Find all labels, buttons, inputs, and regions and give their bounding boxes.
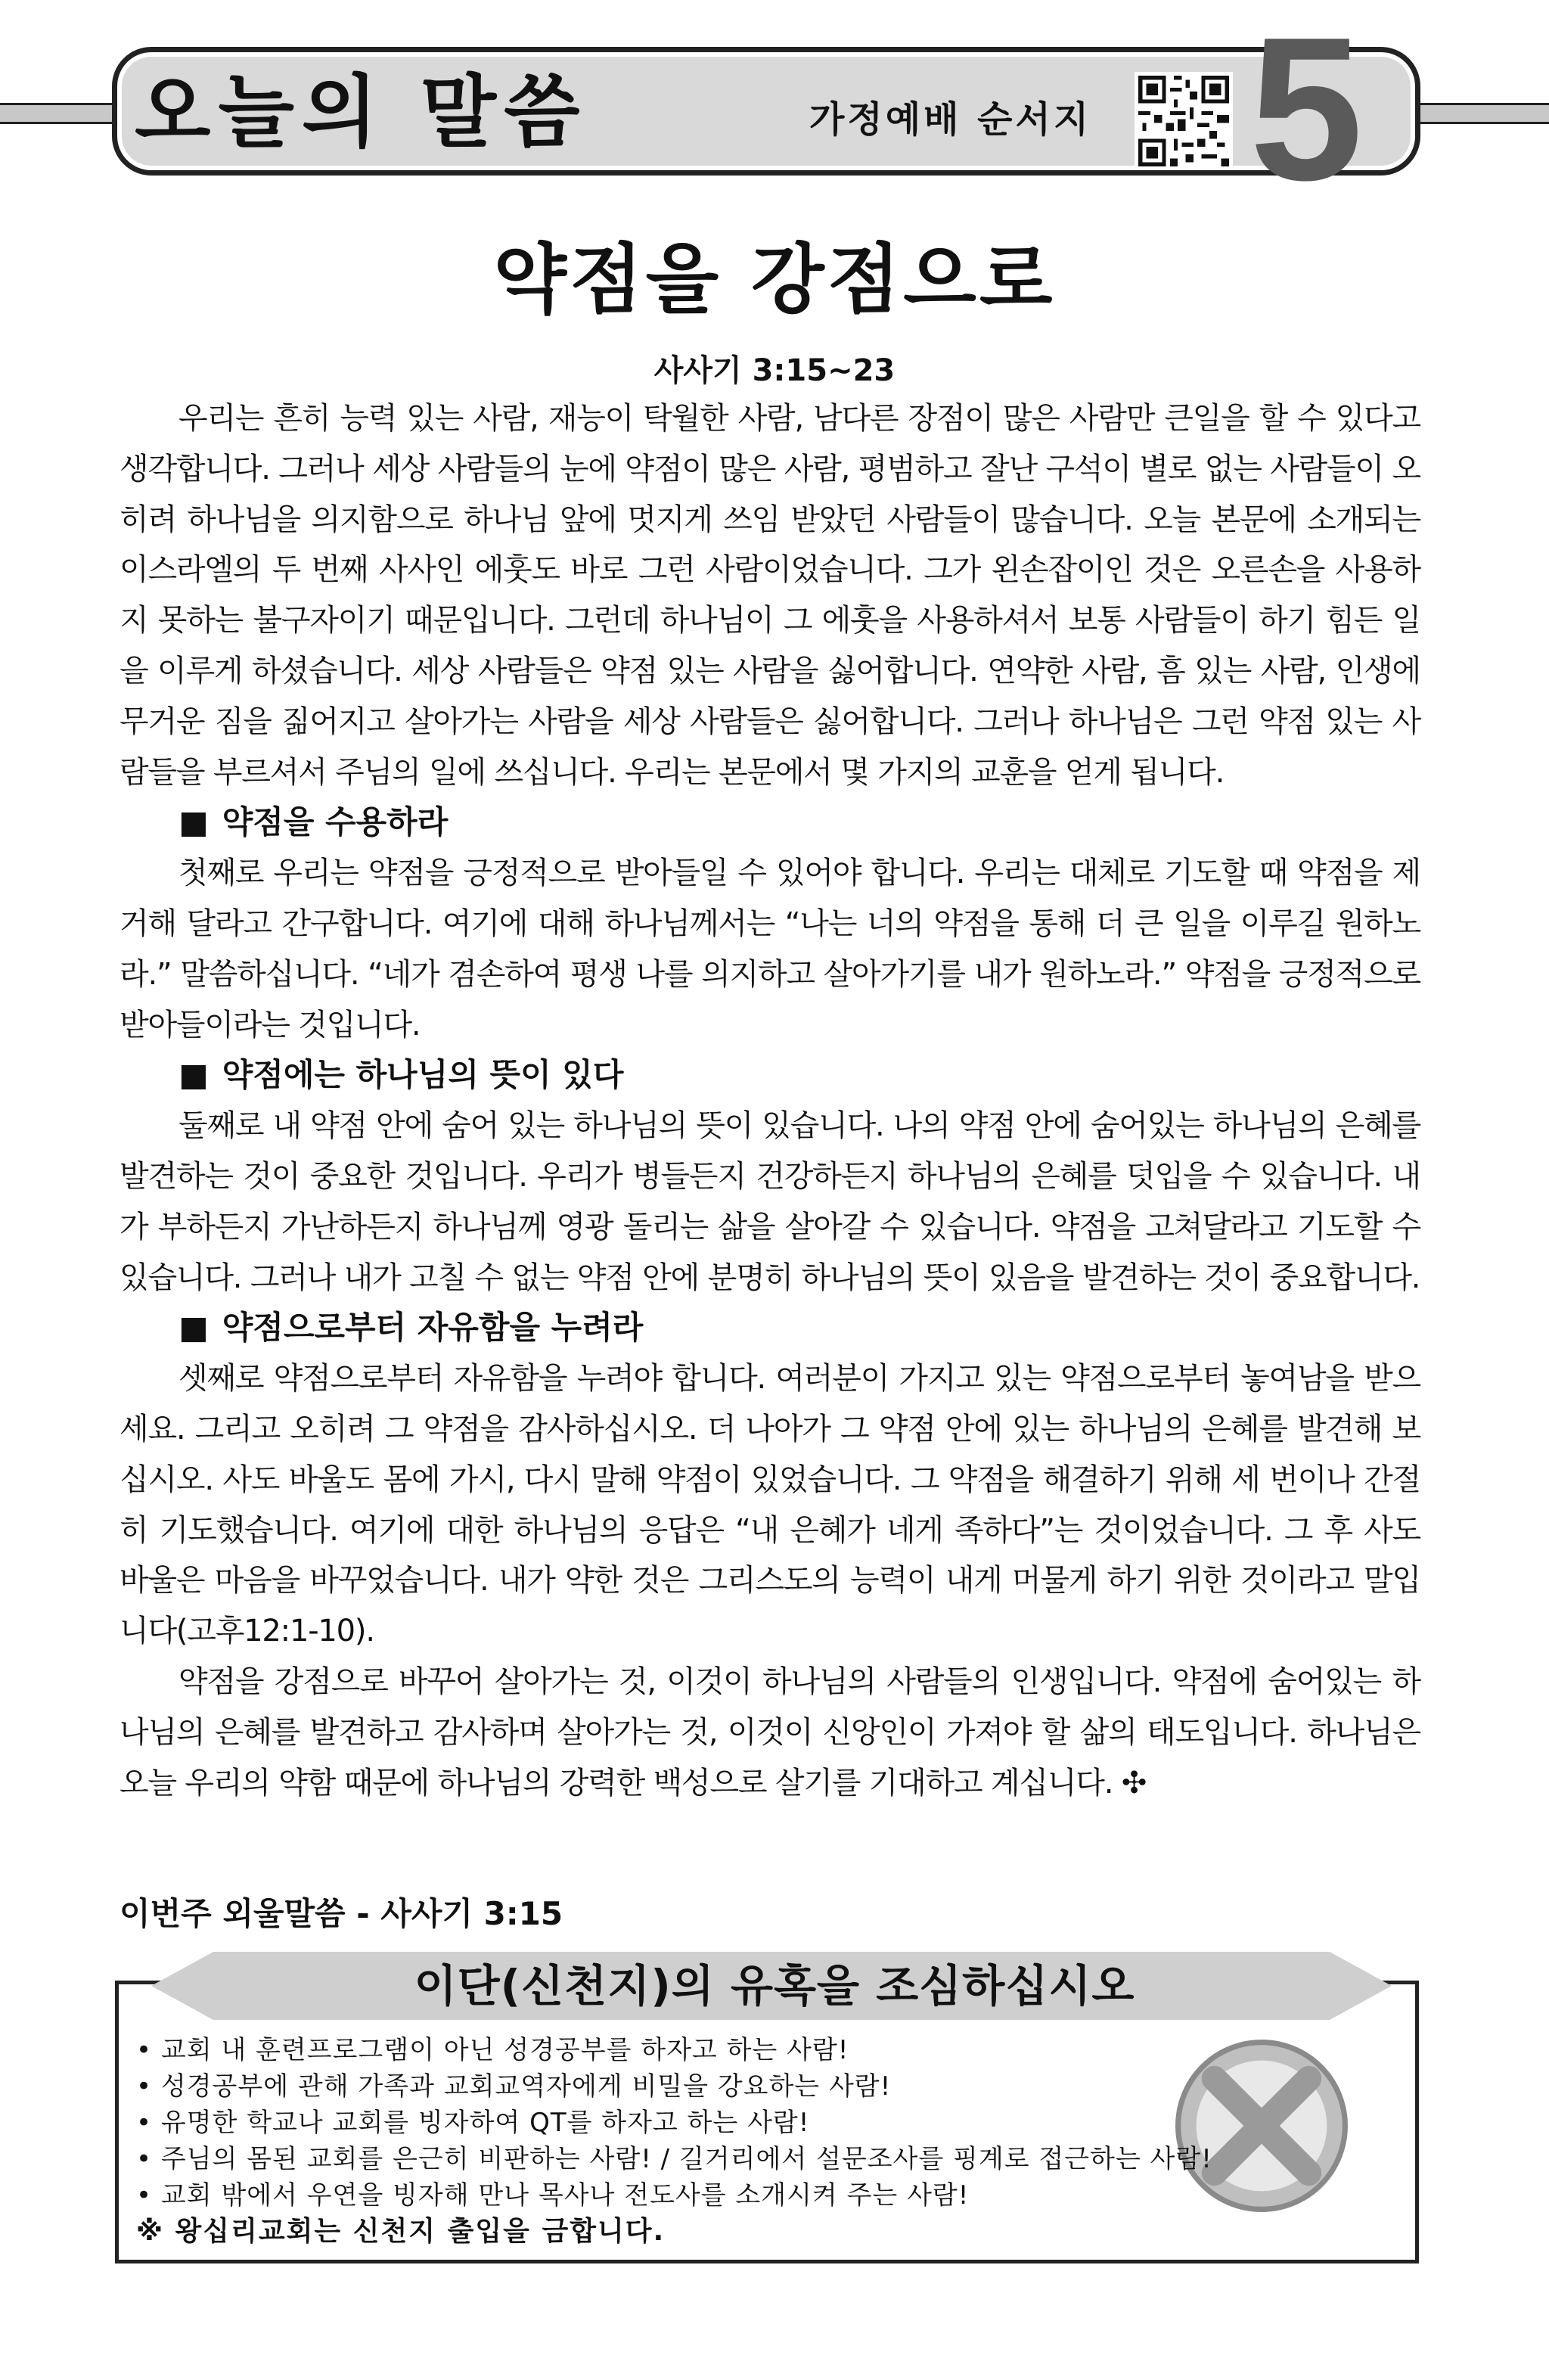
warning-item: • 교회 내 훈련프로그램이 아닌 성경공부를 하자고 하는 사람! xyxy=(136,2035,849,2065)
warning-title: 이단(신천지)의 유혹을 조심하십시오 xyxy=(414,1960,1135,2012)
warning-item: • 유명한 학교나 교회를 빙자하여 QT를 하자고 하는 사람! xyxy=(136,2108,810,2138)
section-paragraph: 둘째로 내 약점 안에 숨어 있는 하나님의 뜻이 있습니다. 나의 약점 안에 숨어있는 하나님의 은혜를 발견하는 것이 중요한 것입니다. 우리가 병들든지 건강하든지 하나님의 은혜를 덧입을 수 있습니다. 내가 부하든지 가난하든지 하나님께 영광 돌리는 삶을 살아갈 수 있습니다. 약점을 고쳐달라고 기도할 수 있습니다. 그러나 내가 고칠 수 없는 약점 안에 분명히 하나님의 뜻이 있음을 발견하는 것이 중요합니다. xyxy=(120,1108,1420,1295)
header-subtitle: 가정예배 순서지 xyxy=(809,98,1092,141)
section-heading xyxy=(120,1303,1420,1353)
header-title: 오늘의 말씀 xyxy=(135,66,588,158)
section-heading xyxy=(120,797,1420,848)
warning-note: ※ 왕십리교회는 신천지 출입을 금합니다. xyxy=(136,2216,666,2247)
issue-number: 5 xyxy=(1249,0,1364,223)
qr-code-icon[interactable] xyxy=(1135,72,1233,170)
memory-verse: 이번주 외울말씀 - 사사기 3:15 xyxy=(120,1895,563,1932)
section-heading-text: 약점으로부터 자유함을 누려라 xyxy=(222,1309,644,1347)
conclusion-paragraph xyxy=(120,1657,1420,1808)
section-paragraph: 첫째로 우리는 약점을 긍정적으로 받아들일 수 있어야 합니다. 우리는 대체로 기도할 때 약점을 제거해 달라고 간구합니다. 여기에 대해 하나님께서는 “나는 너의 약점을 통해 더 큰 일을 이루길 원하노라.” 말씀하십니다. “네가 겸손하여 평생 나를 의지하고 살아가기를 내가 원하노라.” 약점을 긍정적으로 받아들이라는 것입니다. xyxy=(120,856,1420,1042)
bullet-square-icon: ■ xyxy=(178,1309,209,1347)
warning-item: • 주님의 몸된 교회를 은근히 비판하는 사람! / 길거리에서 설문조사를 핑계로 접근하는 사람! xyxy=(136,2144,1212,2174)
section-paragraph: 셋째로 약점으로부터 자유함을 누려야 합니다. 여러분이 가지고 있는 약점으로부터 놓여남을 받으세요. 그리고 오히려 그 약점을 감사하십시오. 더 나아가 그 약점 안에 있는 하나님의 은혜를 발견해 보십시오. 사도 바울도 몸에 가시, 다시 말해 약점이 있었습니다. 그 약점을 해결하기 위해 세 번이나 간절히 기도했습니다. 여기에 대한 하나님의 응답은 “내 은혜가 네게 족하다”는 것이었습니다. 그 후 사도 바울은 마음을 바꾸었습니다. 내가 약한 것은 그리스도의 능력이 내게 머물게 하기 위한 것이라고 말입니다(고후12:1-10). xyxy=(120,1361,1420,1649)
sermon-title: 약점을 강점으로 xyxy=(493,235,1056,324)
bullet-square-icon: ■ xyxy=(178,1056,209,1094)
warning-item: • 성경공부에 관해 가족과 교회교역자에게 비밀을 강요하는 사람! xyxy=(136,2071,892,2102)
section-heading xyxy=(120,1050,1420,1101)
bullet-square-icon: ■ xyxy=(178,803,209,841)
section-heading-text: 약점을 수용하라 xyxy=(222,803,449,841)
warning-list xyxy=(136,2032,1392,2214)
conclusion-text: 약점을 강점으로 바꾸어 살아가는 것, 이것이 하나님의 사람들의 인생입니다. 약점에 숨어있는 하나님의 은혜를 발견하고 감사하며 살아가는 것, 이것이 신앙인이 가져야 할 삶의 태도입니다. 하나님은 오늘 우리의 약함 때문에 하나님의 강력한 백성으로 살기를 기대하고 계십니다. xyxy=(120,1664,1420,1801)
scripture-reference: 사사기 3:15~23 xyxy=(653,353,896,388)
warning-item: • 교회 밖에서 우연을 빙자해 만나 목사나 전도사를 소개시켜 주는 사람! xyxy=(136,2180,970,2211)
sermon-body xyxy=(120,393,1420,1808)
end-mark-icon: ✣ xyxy=(1121,1765,1147,1801)
section-heading-text: 약점에는 하나님의 뜻이 있다 xyxy=(222,1056,624,1094)
intro-paragraph: 우리는 흔히 능력 있는 사람, 재능이 탁월한 사람, 남다른 장점이 많은 사람만 큰일을 할 수 있다고 생각합니다. 그러나 세상 사람들의 눈에 약점이 많은 사람, 평범하고 잘난 구석이 별로 없는 사람들이 오히려 하나님을 의지함으로 하나님 앞에 멋지게 쓰임 받았던 사람들이 많습니다. 오늘 본문에 소개되는 이스라엘의 두 번째 사사인 에훗도 바로 그런 사람이었습니다. 그가 왼손잡이인 것은 오른손을 사용하지 못하는 불구자이기 때문입니다. 그런데 하나님이 그 에훗을 사용하셔서 보통 사람들이 하기 힘든 일을 이루게 하셨습니다. 세상 사람들은 약점 있는 사람을 싫어합니다. 연약한 사람, 흠 있는 사람, 인생에 무거운 짐을 짊어지고 살아가는 사람을 세상 사람들은 싫어합니다. 그러나 하나님은 그런 약점 있는 사람들을 부르셔서 주님의 일에 쓰십니다. 우리는 본문에서 몇 가지의 교훈을 얻게 됩니다. xyxy=(120,401,1420,790)
